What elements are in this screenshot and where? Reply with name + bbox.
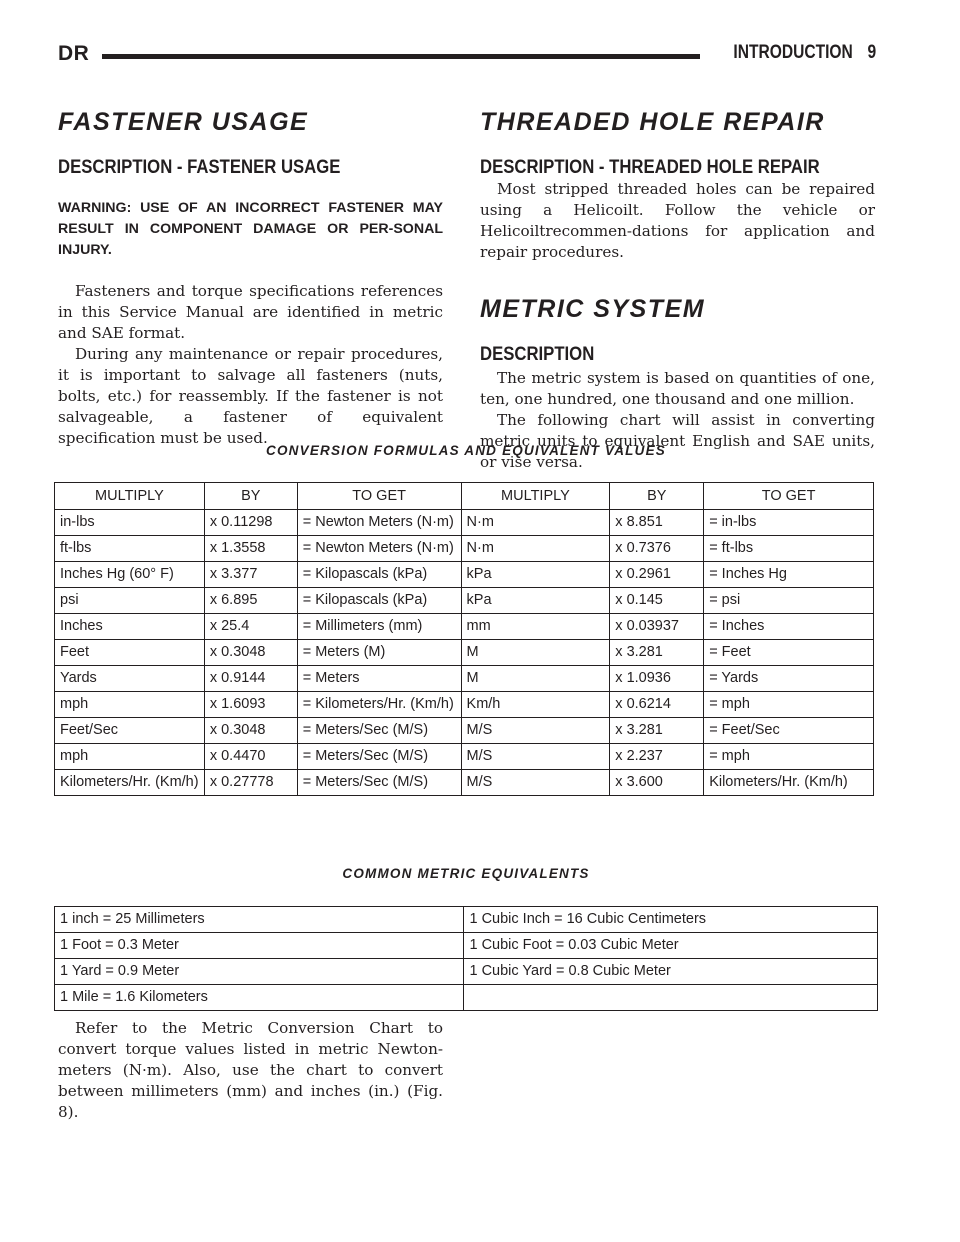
threaded-hole-subheading: DESCRIPTION - THREADED HOLE REPAIR [480, 157, 820, 178]
table-cell: Inches Hg (60° F) [55, 562, 205, 588]
threaded-hole-paragraph: Most stripped threaded holes can be repaired using a Helicoilt. Follow the vehicle or Helicoiltrecommen-dations for application and repair procedures. [480, 180, 875, 261]
table-row [55, 770, 874, 796]
table-header-cell: TO GET [297, 483, 461, 510]
table-cell: M [461, 666, 610, 692]
table-row [55, 718, 874, 744]
table-cell: 1 Mile = 1.6 Kilometers [55, 985, 464, 1011]
table-cell: M/S [461, 770, 610, 796]
table-cell: mph [55, 744, 205, 770]
table-cell: x 1.3558 [204, 536, 297, 562]
table-cell: Yards [55, 666, 205, 692]
table-row [55, 536, 874, 562]
table-cell: 1 Cubic Inch = 16 Cubic Centimeters [464, 907, 878, 933]
page-header [58, 42, 876, 72]
table-cell: = Meters/Sec (M/S) [297, 770, 461, 796]
table-cell: x 0.27778 [204, 770, 297, 796]
table-row [55, 692, 874, 718]
table-cell: x 3.281 [610, 640, 704, 666]
table-cell: x 0.3048 [204, 718, 297, 744]
table-cell: = Meters [297, 666, 461, 692]
table-cell [464, 985, 878, 1011]
table-cell: 1 inch = 25 Millimeters [55, 907, 464, 933]
table-cell: 1 Cubic Yard = 0.8 Cubic Meter [464, 959, 878, 985]
fastener-usage-subheading: DESCRIPTION - FASTENER USAGE [58, 157, 341, 178]
table-header-cell: BY [610, 483, 704, 510]
table-row [55, 959, 878, 985]
table-cell: x 0.7376 [610, 536, 704, 562]
table-cell: = Newton Meters (N·m) [297, 510, 461, 536]
metric-chart-paragraph: Refer to the Metric Conversion Chart to convert torque values listed in metric Newton- meters (N·m). Also, use the chart to convert between millimeters (mm) and inches (in.) (Fig. 8). [58, 1019, 443, 1121]
section-name: INTRODUCTION [733, 42, 853, 63]
table-cell: = Feet [704, 640, 874, 666]
table-cell: x 0.03937 [610, 614, 704, 640]
table-cell: x 3.281 [610, 718, 704, 744]
table-row [55, 640, 874, 666]
table-cell: x 3.600 [610, 770, 704, 796]
table-cell: x 0.11298 [204, 510, 297, 536]
table-header-cell: TO GET [704, 483, 874, 510]
table-cell: 1 Foot = 0.3 Meter [55, 933, 464, 959]
table-cell: = Inches [704, 614, 874, 640]
table-row [55, 614, 874, 640]
table-cell: x 0.3048 [204, 640, 297, 666]
table-cell: x 0.9144 [204, 666, 297, 692]
table-cell: x 25.4 [204, 614, 297, 640]
table-cell: = in-lbs [704, 510, 874, 536]
table-cell: = Meters (M) [297, 640, 461, 666]
table-header-cell: MULTIPLY [55, 483, 205, 510]
table-cell: 1 Yard = 0.9 Meter [55, 959, 464, 985]
table-cell: kPa [461, 562, 610, 588]
conversion-table-caption: CONVERSION FORMULAS AND EQUIVALENT VALUES [266, 443, 666, 458]
table-cell: Km/h [461, 692, 610, 718]
table-row [55, 744, 874, 770]
table-header-cell: MULTIPLY [461, 483, 610, 510]
conversion-table [54, 482, 874, 796]
table-row [55, 985, 878, 1011]
table-cell: Inches [55, 614, 205, 640]
table-cell: M/S [461, 744, 610, 770]
fastener-warning: WARNING: USE OF AN INCORRECT FASTENER MAY RESULT IN COMPONENT DAMAGE OR PER-SONAL INJURY. [58, 200, 443, 258]
table-cell: x 0.145 [610, 588, 704, 614]
table-cell: x 6.895 [204, 588, 297, 614]
table-cell: = ft-lbs [704, 536, 874, 562]
page-number: 9 [867, 42, 876, 63]
table-cell: = Feet/Sec [704, 718, 874, 744]
section-title [733, 42, 876, 64]
table-cell: = Meters/Sec (M/S) [297, 718, 461, 744]
threaded-hole-heading: THREADED HOLE REPAIR [480, 108, 825, 136]
table-cell: = Newton Meters (N·m) [297, 536, 461, 562]
table-cell: Feet/Sec [55, 718, 205, 744]
table-row [55, 562, 874, 588]
table-cell: = Kilopascals (kPa) [297, 588, 461, 614]
metric-paragraph-1: The metric system is based on quantities of one, ten, one hundred, one thousand and one million. [480, 369, 875, 408]
fastener-usage-section [58, 108, 443, 449]
table-cell: x 2.237 [610, 744, 704, 770]
table-row [55, 933, 878, 959]
header-rule [102, 54, 700, 59]
table-header-row [55, 483, 874, 510]
table-cell: N·m [461, 510, 610, 536]
table-row [55, 510, 874, 536]
table-row [55, 907, 878, 933]
table-cell: x 0.4470 [204, 744, 297, 770]
table-cell: x 1.0936 [610, 666, 704, 692]
fastener-paragraph-1: Fasteners and torque specifications references in this Service Manual are identified in metric and SAE format. [58, 282, 443, 342]
table-cell: = Yards [704, 666, 874, 692]
table-cell: psi [55, 588, 205, 614]
table-cell: kPa [461, 588, 610, 614]
table-cell: in-lbs [55, 510, 205, 536]
table-cell: x 0.2961 [610, 562, 704, 588]
metric-paragraph-2: The following chart will assist in converting metric units to equivalent English and SAE units, or vise versa. [480, 411, 875, 471]
metric-chart-reference [58, 1018, 443, 1123]
table-cell: = mph [704, 744, 874, 770]
table-cell: x 1.6093 [204, 692, 297, 718]
table-cell: x 8.851 [610, 510, 704, 536]
table-cell: = Kilopascals (kPa) [297, 562, 461, 588]
table-cell: Feet [55, 640, 205, 666]
equivalents-table-caption: COMMON METRIC EQUIVALENTS [342, 866, 590, 881]
table-cell: N·m [461, 536, 610, 562]
table-cell: Kilometers/Hr. (Km/h) [704, 770, 874, 796]
table-cell: x 0.6214 [610, 692, 704, 718]
table-cell: mph [55, 692, 205, 718]
table-cell: = mph [704, 692, 874, 718]
metric-description-subheading: DESCRIPTION [480, 344, 595, 365]
table-cell: ft-lbs [55, 536, 205, 562]
fastener-usage-heading: FASTENER USAGE [58, 108, 309, 136]
table-cell: M [461, 640, 610, 666]
table-cell: 1 Cubic Foot = 0.03 Cubic Meter [464, 933, 878, 959]
table-header-cell: BY [204, 483, 297, 510]
table-row [55, 588, 874, 614]
manual-code: DR [58, 42, 90, 65]
table-cell: Kilometers/Hr. (Km/h) [55, 770, 205, 796]
metric-system-heading: METRIC SYSTEM [480, 295, 706, 323]
table-cell: = Millimeters (mm) [297, 614, 461, 640]
table-cell: = Kilometers/Hr. (Km/h) [297, 692, 461, 718]
fastener-paragraph-2: During any maintenance or repair procedures, it is important to salvage all fasteners (nuts, bolts, etc.) for reassembly. If the fastener is not salvageable, a fastener of equivalent specification must be used. [58, 345, 443, 447]
table-cell: x 3.377 [204, 562, 297, 588]
table-row [55, 666, 874, 692]
table-cell: = Inches Hg [704, 562, 874, 588]
threaded-and-metric-section [480, 108, 875, 473]
table-cell: = Meters/Sec (M/S) [297, 744, 461, 770]
table-cell: mm [461, 614, 610, 640]
table-cell: = psi [704, 588, 874, 614]
equivalents-table [54, 906, 878, 1011]
table-cell: M/S [461, 718, 610, 744]
